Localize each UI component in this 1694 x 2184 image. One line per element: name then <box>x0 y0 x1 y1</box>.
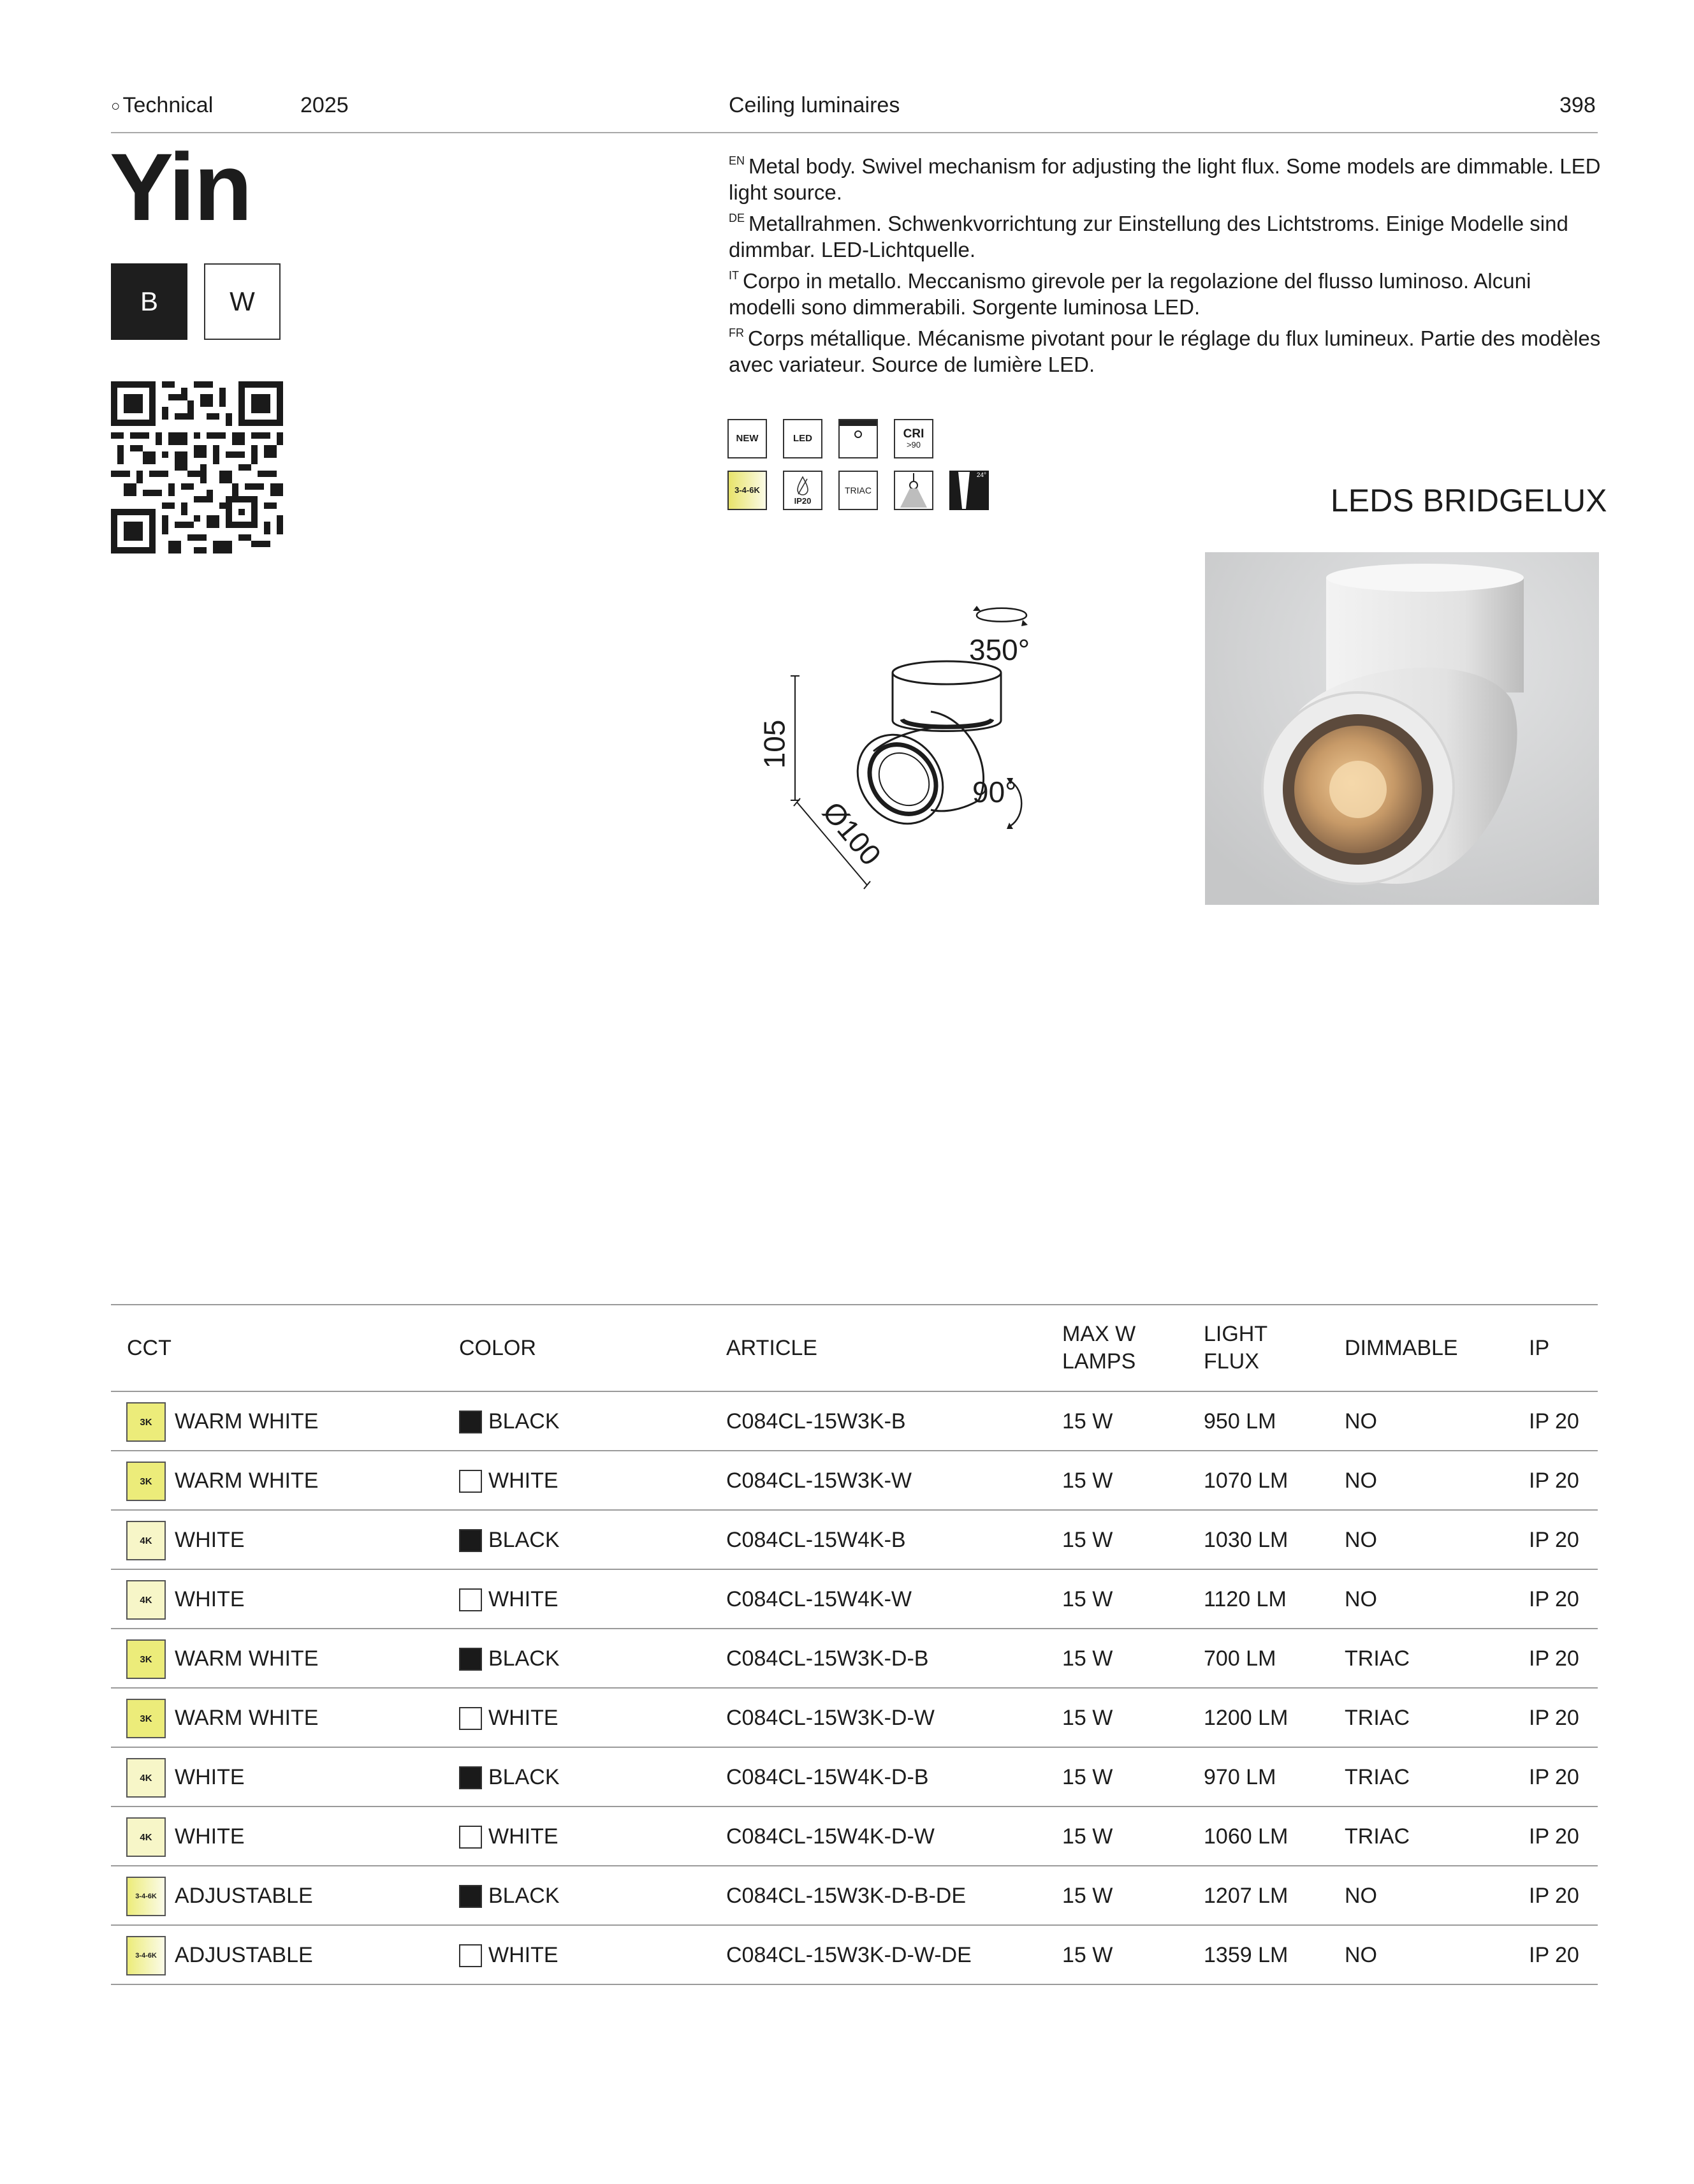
ip-rating: IP 20 <box>1529 1706 1579 1730</box>
cct-label: ADJUSTABLE <box>175 1943 313 1967</box>
article-code: C084CL-15W4K-D-B <box>726 1765 929 1789</box>
col-header-article: ARTICLE <box>726 1336 817 1360</box>
ip-rating: IP 20 <box>1529 1943 1579 1967</box>
table-row <box>111 1392 1598 1451</box>
color-label: WHITE <box>488 1469 559 1493</box>
col-header-light-flux: LIGHT FLUX <box>1204 1322 1268 1374</box>
table-row <box>111 1451 1598 1511</box>
cri-value: >90 <box>906 440 921 450</box>
max-watt: 15 W <box>1062 1824 1113 1849</box>
dimmable: NO <box>1345 1409 1377 1433</box>
beam-angle-icon: 24° <box>949 471 989 510</box>
cct-badge: 3-4-6K <box>126 1877 166 1916</box>
dimmable: TRIAC <box>1345 1706 1410 1730</box>
color-label: BLACK <box>488 1646 560 1671</box>
light-flux: 1070 LM <box>1204 1469 1289 1493</box>
color-cell <box>459 1866 560 1926</box>
color-swatch <box>459 1648 482 1671</box>
table-row <box>111 1570 1598 1629</box>
color-cell <box>459 1451 559 1511</box>
article-code: C084CL-15W4K-D-W <box>726 1824 935 1849</box>
light-flux: 1060 LM <box>1204 1824 1289 1849</box>
cct-adjustable-badge: 3-4-6K <box>727 471 767 510</box>
product-description <box>729 148 1602 377</box>
ip-rating: IP 20 <box>1529 1765 1579 1789</box>
description-it: $^{IT}$ Corpo in metallo. Meccanismo girevole per la regolazione del flusso luminoso. Alcuni modelli sono dimmerabili. Sorgente luminosa LED. <box>729 269 1531 319</box>
table-row <box>111 1926 1598 1985</box>
light-flux: 1207 LM <box>1204 1884 1289 1908</box>
color-cell <box>459 1748 560 1807</box>
cct-label: WARM WHITE <box>175 1646 319 1671</box>
led-badge: LED <box>783 419 822 458</box>
cct-badge: 4K <box>126 1758 166 1798</box>
ip-rating: IP 20 <box>1529 1646 1579 1671</box>
light-flux: 1359 LM <box>1204 1943 1289 1967</box>
article-code: C084CL-15W3K-W <box>726 1469 912 1493</box>
ip-rating: IP 20 <box>1529 1884 1579 1908</box>
article-code: C084CL-15W3K-D-B <box>726 1646 929 1671</box>
description-fr: $^{FR}$ Corps métallique. Mécanisme pivotant pour le réglage du flux lumineux. Partie des modèles avec variateur. Source de lumière LED. <box>729 326 1601 376</box>
article-code: C084CL-15W3K-D-W-DE <box>726 1943 972 1967</box>
article-code: C084CL-15W3K-D-B-DE <box>726 1884 966 1908</box>
color-cell <box>459 1629 560 1689</box>
page-number: 398 <box>1559 93 1596 117</box>
color-label: WHITE <box>488 1824 559 1849</box>
color-cell <box>459 1807 559 1866</box>
header-divider <box>111 132 1598 133</box>
cct-label: WARM WHITE <box>175 1409 319 1433</box>
cri-badge <box>894 419 933 458</box>
light-flux: 1030 LM <box>1204 1528 1289 1552</box>
color-swatch <box>459 1588 482 1611</box>
max-watt: 15 W <box>1062 1884 1113 1908</box>
cct-label: WARM WHITE <box>175 1706 319 1730</box>
col-header-dimmable: DIMMABLE <box>1345 1336 1458 1360</box>
height-dimension-label: 105 <box>757 719 791 769</box>
cct-badge: 3-4-6K <box>126 1936 166 1975</box>
rotation-angle-label: 350° <box>969 633 1030 666</box>
table-row <box>111 1689 1598 1748</box>
table-row <box>111 1748 1598 1807</box>
cct-badge: 3K <box>126 1402 166 1442</box>
col-header-max-w: MAX W LAMPS <box>1062 1322 1136 1374</box>
dimmable: NO <box>1345 1528 1377 1552</box>
cct-badge: 3K <box>126 1462 166 1501</box>
max-watt: 15 W <box>1062 1943 1113 1967</box>
color-swatch <box>459 1411 482 1433</box>
color-cell <box>459 1392 560 1451</box>
cct-label: WHITE <box>175 1528 245 1552</box>
color-label: WHITE <box>488 1943 559 1967</box>
dimmable: NO <box>1345 1884 1377 1908</box>
category-label: ○ Technical <box>111 93 214 117</box>
color-cell <box>459 1570 559 1629</box>
triac-badge: TRIAC <box>838 471 878 510</box>
product-photo <box>1205 552 1599 905</box>
article-code: C084CL-15W3K-D-W <box>726 1706 935 1730</box>
table-row <box>111 1807 1598 1866</box>
technical-drawing <box>752 599 1046 893</box>
color-cell <box>459 1926 559 1985</box>
table-row <box>111 1511 1598 1570</box>
finish-white-swatch[interactable]: W <box>204 263 281 340</box>
light-flux: 970 LM <box>1204 1765 1276 1789</box>
dimmable: NO <box>1345 1469 1377 1493</box>
light-flux: 1120 LM <box>1204 1587 1287 1611</box>
table-top-rule <box>111 1304 1598 1305</box>
finish-black-swatch[interactable]: B <box>111 263 187 340</box>
max-watt: 15 W <box>1062 1528 1113 1552</box>
spotlight-icon <box>894 471 933 510</box>
max-watt: 15 W <box>1062 1765 1113 1789</box>
max-watt: 15 W <box>1062 1469 1113 1493</box>
max-watt: 15 W <box>1062 1706 1113 1730</box>
color-swatch <box>459 1707 482 1730</box>
cct-badge: 3K <box>126 1699 166 1738</box>
product-title: Yin <box>110 133 251 240</box>
col-header-color: COLOR <box>459 1336 536 1360</box>
color-swatch <box>459 1885 482 1908</box>
dimmable: TRIAC <box>1345 1824 1410 1849</box>
color-swatch <box>459 1470 482 1493</box>
max-watt: 15 W <box>1062 1587 1113 1611</box>
cct-label: WHITE <box>175 1765 245 1789</box>
color-label: BLACK <box>488 1765 560 1789</box>
ip-rating: IP 20 <box>1529 1587 1579 1611</box>
dimmable: TRIAC <box>1345 1646 1410 1671</box>
article-code: C084CL-15W3K-B <box>726 1409 906 1433</box>
max-watt: 15 W <box>1062 1409 1113 1433</box>
ip-rating: IP 20 <box>1529 1469 1579 1493</box>
year-label: 2025 <box>300 93 349 117</box>
dimmable: NO <box>1345 1587 1377 1611</box>
ip-rating: IP 20 <box>1529 1409 1579 1433</box>
ip-rating-badge: IP20 <box>783 471 822 510</box>
light-flux: 950 LM <box>1204 1409 1276 1433</box>
article-code: C084CL-15W4K-B <box>726 1528 906 1552</box>
water-drop-icon <box>795 475 810 497</box>
cct-badge: 4K <box>126 1521 166 1560</box>
light-flux: 700 LM <box>1204 1646 1276 1671</box>
cct-label: ADJUSTABLE <box>175 1884 313 1908</box>
color-swatch <box>459 1944 482 1967</box>
table-row <box>111 1866 1598 1926</box>
section-label: Ceiling luminaires <box>729 93 900 117</box>
article-code: C084CL-15W4K-W <box>726 1587 912 1611</box>
color-label: BLACK <box>488 1528 560 1552</box>
color-label: WHITE <box>488 1587 559 1611</box>
ip-rating: IP 20 <box>1529 1528 1579 1552</box>
cct-badge: 3K <box>126 1639 166 1679</box>
color-swatch <box>459 1826 482 1849</box>
max-watt: 15 W <box>1062 1646 1113 1671</box>
qr-code[interactable] <box>111 381 283 553</box>
color-swatch <box>459 1529 482 1552</box>
tilt-angle-label: 90° <box>972 775 1017 809</box>
diameter-dimension-label: Ø100 <box>816 795 888 872</box>
cct-label: WHITE <box>175 1824 245 1849</box>
cct-badge: 4K <box>126 1817 166 1857</box>
led-brand-note: LEDS BRIDGELUX <box>1331 483 1607 518</box>
description-en: $^{EN}$ Metal body. Swivel mechanism for adjusting the light flux. Some models are dimmable. LED light source. <box>729 154 1601 204</box>
col-header-cct: CCT <box>127 1336 172 1360</box>
cct-badge: 4K <box>126 1580 166 1620</box>
cct-label: WHITE <box>175 1587 245 1611</box>
color-swatch <box>459 1766 482 1789</box>
color-label: BLACK <box>488 1884 560 1908</box>
cct-label: WARM WHITE <box>175 1469 319 1493</box>
dimmable: NO <box>1345 1943 1377 1967</box>
ip-rating: IP 20 <box>1529 1824 1579 1849</box>
col-header-ip: IP <box>1529 1336 1550 1360</box>
ceiling-mount-icon <box>838 419 878 458</box>
color-label: WHITE <box>488 1706 559 1730</box>
color-label: BLACK <box>488 1409 560 1433</box>
light-flux: 1200 LM <box>1204 1706 1289 1730</box>
row-divider <box>111 1984 1598 1985</box>
table-row <box>111 1629 1598 1689</box>
color-cell <box>459 1689 559 1748</box>
dimmable: TRIAC <box>1345 1765 1410 1789</box>
cri-label: CRI <box>903 427 924 441</box>
description-de: $^{DE}$ Metallrahmen. Schwenkvorrichtung zur Einstellung des Lichtstroms. Einige Modelle sind dimmbar. LED-Lichtquelle. <box>729 212 1568 261</box>
color-cell <box>459 1511 560 1570</box>
circle-bullet-icon: ○ <box>111 98 120 115</box>
new-badge: NEW <box>727 419 767 458</box>
